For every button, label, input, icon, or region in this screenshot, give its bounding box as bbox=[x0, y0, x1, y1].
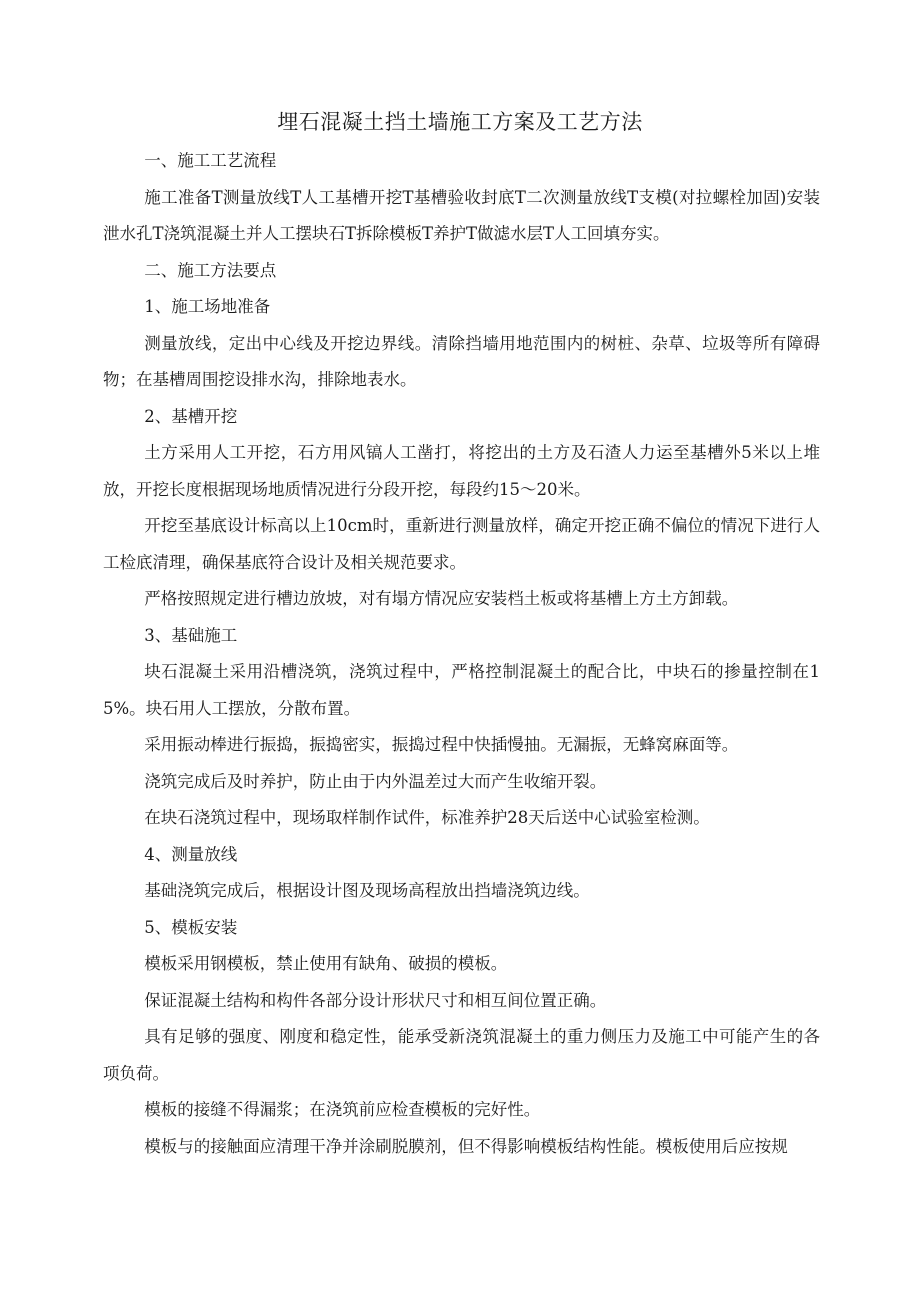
body-paragraph: 保证混凝土结构和构件各部分设计形状尺寸和相互间位置正确。 bbox=[144, 990, 607, 1010]
body-paragraph: 测量放线，定出中心线及开挖边界线。清除挡墙用地范围内的树桩、杂草、垃圾等所有障碍物；在基槽周围挖设排水沟，排除地表水。 bbox=[103, 333, 820, 389]
body-paragraph: 基础浇筑完成后，根据设计图及现场高程放出挡墙浇筑边线。 bbox=[144, 881, 590, 900]
subsection-heading-2: 2、基槽开挖 bbox=[144, 406, 238, 426]
subsection-heading-3: 3、基础施工 bbox=[144, 625, 238, 645]
body-paragraph: 开挖至基底设计标高以上10cm时，重新进行测量放样，确定开挖正确不偏位的情况下进行人工检底清理，确保基底符合设计及相关规范要求。 bbox=[103, 516, 820, 572]
document-body bbox=[103, 143, 820, 1165]
document-title: 埋石混凝土挡土墙施工方案及工艺方法 bbox=[277, 110, 643, 134]
body-paragraph: 块石混凝土采用沿槽浇筑，浇筑过程中，严格控制混凝土的配合比，中块石的掺量控制在15%。块石用人工摆放，分散布置。 bbox=[103, 662, 820, 718]
body-paragraph: 采用振动棒进行振捣，振捣密实，振捣过程中快插慢抽。无漏振，无蜂窝麻面等。 bbox=[144, 735, 739, 754]
subsection-heading-4: 4、测量放线 bbox=[144, 844, 238, 864]
subsection-heading-5: 5、模板安装 bbox=[144, 917, 238, 937]
subsection-heading-1: 1、施工场地准备 bbox=[144, 297, 271, 316]
body-paragraph: 在块石浇筑过程中，现场取样制作试件，标准养护28天后送中心试验室检测。 bbox=[144, 808, 710, 827]
process-flow-paragraph: 施工准备T测量放线T人工基槽开挖T基槽验收封底T二次测量放线T支模(对拉螺栓加固)安装泄水孔T浇筑混凝土并人工摆块石T拆除模板T养护T做滤水层T人工回填夯实。 bbox=[103, 187, 820, 243]
body-paragraph: 模板的接缝不得漏浆；在浇筑前应检查模板的完好性。 bbox=[144, 1100, 541, 1119]
body-paragraph: 模板采用钢模板，禁止使用有缺角、破损的模板。 bbox=[144, 954, 508, 973]
section-heading-1: 一、施工工艺流程 bbox=[144, 151, 277, 170]
body-paragraph: 浇筑完成后及时养护，防止由于内外温差过大而产生收缩开裂。 bbox=[144, 771, 607, 791]
body-paragraph: 模板与的接触面应清理干净并涂刷脱膜剂，但不得影响模板结构性能。模板使用后应按规 bbox=[144, 1136, 788, 1156]
body-paragraph: 土方采用人工开挖，石方用风镐人工凿打，将挖出的土方及石渣人力运至基槽外5米以上堆放，开挖长度根据现场地质情况进行分段开挖，每段约15～20米。 bbox=[103, 443, 820, 499]
section-heading-2: 二、施工方法要点 bbox=[144, 260, 277, 280]
body-paragraph: 严格按照规定进行槽边放坡，对有塌方情况应安装档土板或将基槽上方土方卸载。 bbox=[144, 589, 739, 608]
body-paragraph: 具有足够的强度、刚度和稳定性，能承受新浇筑混凝土的重力侧压力及施工中可能产生的各项负荷。 bbox=[103, 1027, 820, 1083]
